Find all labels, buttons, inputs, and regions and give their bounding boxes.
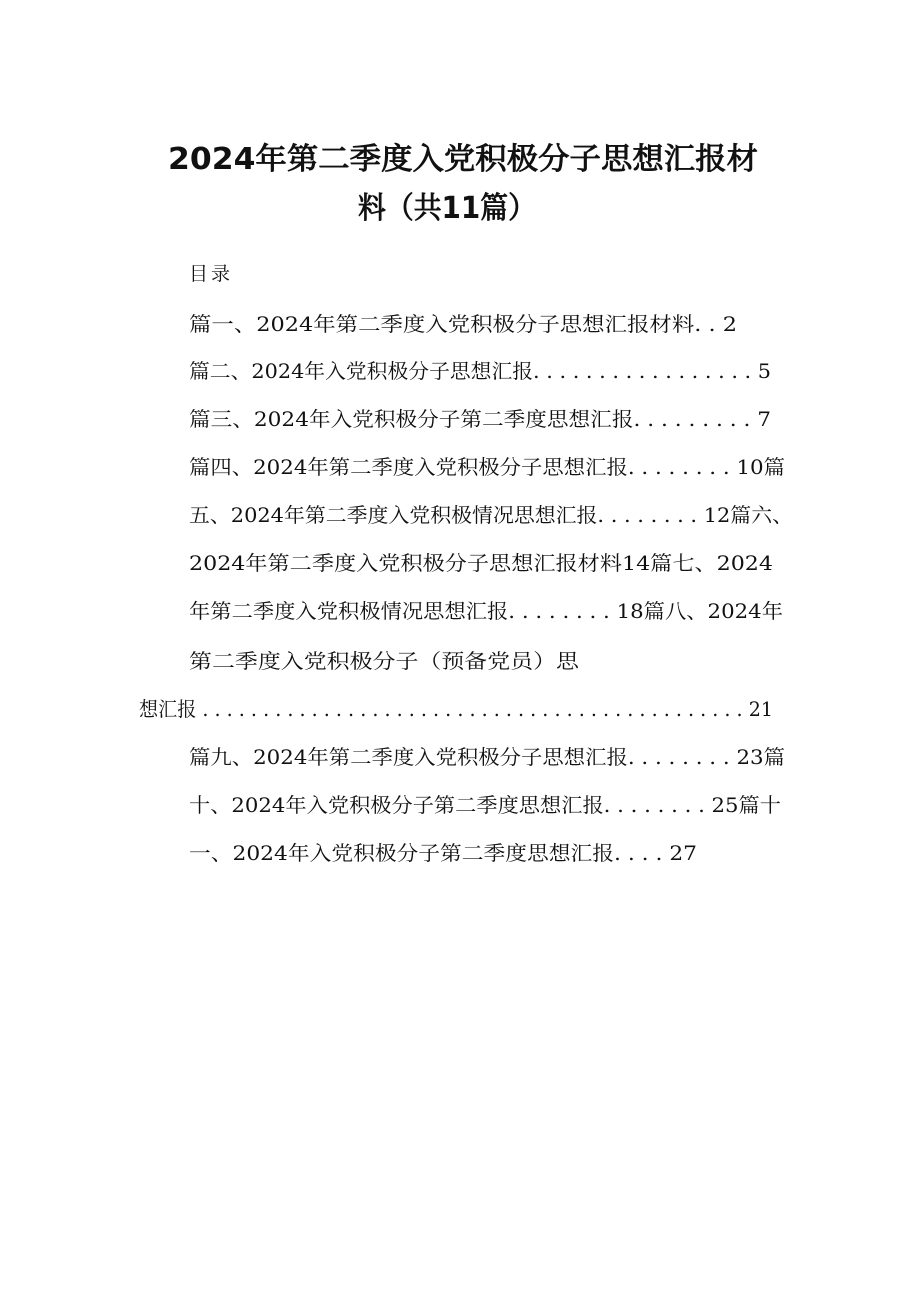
toc-entry-text: 想汇报 . . . . . . . . . . . . . . . . . . . . . . . . . . . . . . . . . . . . . . . . . . . . . 21 xyxy=(139,697,773,721)
toc-entry xyxy=(189,744,785,770)
toc-entry xyxy=(189,406,771,432)
toc-entry-text: 篇三、2024年入党积极分子第二季度思想汇报. . . . . . . . . 7 xyxy=(189,407,771,431)
document-title-text-1: 2024年第二季度入党积极分子思想汇报材 xyxy=(168,142,759,177)
toc-entry-text: 一、2024年入党积极分子第二季度思想汇报. . . . 27 xyxy=(189,841,697,865)
toc-entry xyxy=(189,358,771,384)
toc-heading: 目录 xyxy=(189,263,234,285)
toc-entry-text: 篇二、2024年入党积极分子思想汇报. . . . . . . . . . . . . . . . . 5 xyxy=(189,359,771,383)
toc-entry xyxy=(189,598,783,624)
toc-entry-text: 篇一、2024年第二季度入党积极分子思想汇报材料. . 2 xyxy=(189,312,737,336)
toc-entry-text: 五、2024年第二季度入党积极情况思想汇报. . . . . . . . 12篇六、 xyxy=(189,503,794,527)
document-title-line-2 xyxy=(0,191,914,227)
toc-entry-text: 十、2024年入党积极分子第二季度思想汇报. . . . . . . . 25篇十 xyxy=(189,793,781,817)
toc-entry-text: 第二季度入党积极分子（预备党员）思 xyxy=(189,649,579,673)
toc-entry xyxy=(139,696,803,722)
toc-entry xyxy=(189,502,794,528)
toc-entry xyxy=(189,792,781,818)
toc-entry-text: 2024年第二季度入党积极分子思想汇报材料14篇七、2024 xyxy=(189,551,773,575)
document-title-text-2: 料（共11篇） xyxy=(358,191,537,226)
toc-entry xyxy=(189,454,785,480)
toc-entry xyxy=(189,840,697,866)
toc-entry xyxy=(189,550,773,576)
toc-entry xyxy=(189,648,579,674)
toc-entry xyxy=(189,311,737,337)
toc-entry-text: 年第二季度入党积极情况思想汇报. . . . . . . . 18篇八、2024年 xyxy=(189,599,783,623)
toc-entry-text: 篇四、2024年第二季度入党积极分子思想汇报. . . . . . . . 10篇 xyxy=(189,455,785,479)
toc-entry-text: 篇九、2024年第二季度入党积极分子思想汇报. . . . . . . . 23篇 xyxy=(189,745,785,769)
document-title-line-1 xyxy=(0,142,910,178)
